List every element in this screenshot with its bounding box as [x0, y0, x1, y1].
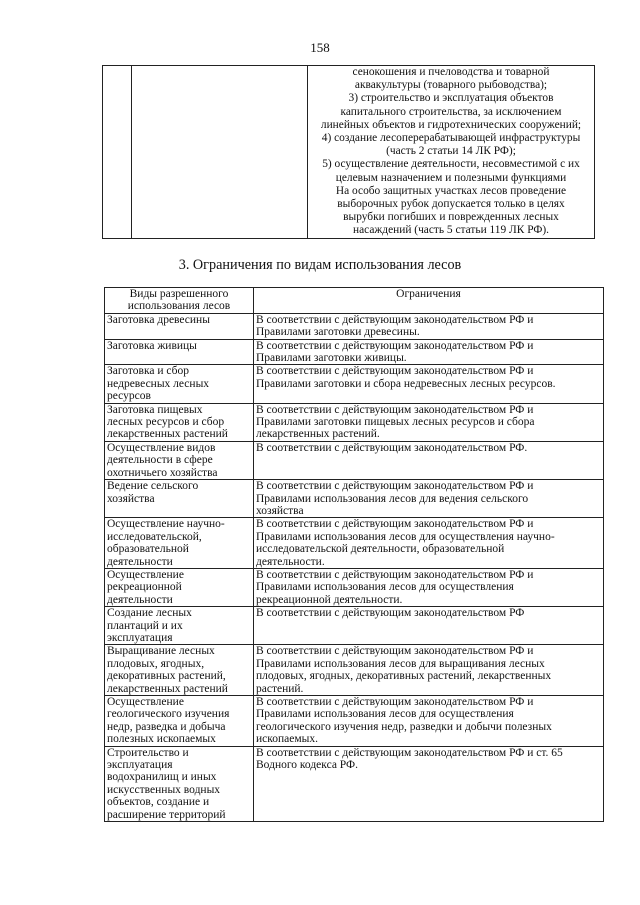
continued-text-cell: [308, 66, 595, 239]
use-type-line: Осуществление видов: [107, 441, 216, 454]
use-type-line: Заготовка пищевых: [107, 403, 203, 416]
table-row: [105, 339, 604, 365]
table-header-row: [105, 288, 604, 314]
page-number: 158: [310, 40, 330, 55]
use-type-line: плодовых, ягодных,: [107, 657, 205, 670]
text-line: 3) строительство и эксплуатация объектов: [348, 92, 554, 105]
restriction-line: лекарственных растений.: [256, 428, 380, 441]
use-type-line: рекреационной: [107, 581, 182, 594]
use-type-line: ресурсов: [107, 390, 151, 403]
table-row: [105, 365, 604, 403]
restriction-line: В соответствии с действующим законодательством РФ и: [256, 365, 534, 378]
restriction-line: растений.: [256, 682, 304, 695]
restriction-line: Правилами использования лесов для осуществления: [256, 581, 514, 594]
table-row: [103, 66, 595, 239]
text-line: линейных объектов и гидротехнических сооружений;: [320, 118, 582, 131]
use-type-cell: [105, 441, 254, 479]
use-type-line: Заготовка древесины: [107, 313, 210, 326]
table-cell-empty: [103, 66, 132, 239]
use-type-line: недревесных лесных: [107, 377, 210, 390]
use-type-cell: [105, 403, 254, 441]
use-type-cell: [105, 645, 254, 696]
restriction-line: ископаемых.: [256, 733, 319, 746]
text-line: аквакультуры (товарного рыбоводства);: [354, 79, 548, 92]
restriction-line: В соответствии с действующим законодательством РФ.: [256, 441, 528, 454]
use-type-line: водохранилищ и иных: [107, 771, 217, 784]
use-type-line: Осуществление: [107, 696, 184, 708]
restriction-line: Правилами заготовки пищевых лесных ресурсов и сбора: [256, 416, 535, 429]
continued-table: [102, 65, 595, 239]
use-type-line: геологического изучения: [107, 708, 230, 721]
restriction-cell: [254, 339, 604, 365]
use-type-line: образовательной: [107, 543, 189, 556]
restriction-cell: [254, 313, 604, 339]
use-type-cell: [105, 568, 254, 606]
use-type-line: Выращивание лесных: [107, 645, 215, 658]
use-type-line: объектов, создание и: [107, 796, 210, 809]
text-line: На особо защитных участках лесов проведение: [335, 184, 567, 197]
restriction-line: В соответствии с действующим законодательством РФ и: [256, 339, 534, 352]
use-type-line: Осуществление: [107, 568, 184, 581]
column-header-use-type: [105, 288, 254, 314]
use-type-line: лекарственных растений: [107, 682, 228, 695]
text-line: целевым назначением и полезными функциями: [335, 171, 567, 184]
table-row: [105, 607, 604, 645]
table-row: [105, 313, 604, 339]
use-type-line: Осуществление научно-: [107, 518, 225, 531]
table-row: [105, 696, 604, 747]
header-text-line: Ограничения: [396, 288, 461, 300]
restriction-line: Правилами использования лесов для осуществления научно-: [256, 530, 555, 543]
use-type-line: исследовательской,: [107, 530, 202, 543]
restriction-line: В соответствии с действующим законодательством РФ и ст. 65: [256, 746, 563, 759]
section-title: 3. Ограничения по видам использования лесов: [178, 257, 462, 273]
restriction-line: Правилами использования лесов для ведения сельского: [256, 492, 529, 505]
use-type-line: Строительство и: [107, 746, 189, 759]
restrictions-body: [105, 313, 604, 821]
restriction-cell: [254, 645, 604, 696]
use-type-line: охотничьего хозяйства: [107, 466, 218, 479]
restriction-line: Правилами заготовки живицы.: [256, 352, 407, 365]
table-row: [105, 645, 604, 696]
restriction-cell: [254, 518, 604, 569]
restriction-line: В соответствии с действующим законодательством РФ и: [256, 645, 534, 658]
table-row: [105, 746, 604, 821]
text-line: вырубки погибших и поврежденных лесных: [343, 211, 559, 224]
restriction-cell: [254, 365, 604, 403]
use-type-line: плантаций и их: [107, 619, 183, 632]
use-type-line: искусственных водных: [107, 783, 221, 796]
restriction-line: деятельности.: [256, 555, 325, 568]
text-line: (часть 2 статьи 14 ЛК РФ);: [386, 145, 516, 158]
header-text-line: Виды разрешенного: [129, 288, 229, 300]
use-type-line: недр, разведка и добыча: [107, 720, 226, 733]
table-row: [105, 480, 604, 518]
restriction-line: Правилами заготовки и сбора недревесных лесных ресурсов.: [256, 377, 556, 390]
restriction-cell: [254, 607, 604, 645]
restriction-line: геологического изучения недр, разведки и добычи полезных: [256, 720, 552, 733]
use-type-line: деятельности: [107, 593, 173, 606]
restrictions-table: [104, 287, 604, 822]
table-cell-empty: [132, 66, 308, 239]
use-type-cell: [105, 313, 254, 339]
header-text-line: использования лесов: [127, 300, 231, 313]
text-line: насаждений (часть 5 статьи 119 ЛК РФ).: [353, 224, 549, 237]
restriction-line: рекреационной деятельности.: [256, 593, 403, 606]
use-type-line: расширение территорий: [107, 808, 226, 821]
use-type-line: деятельности: [107, 555, 173, 568]
restriction-line: В соответствии с действующим законодательством РФ и: [256, 696, 534, 708]
column-header-restrictions: [254, 288, 604, 314]
use-type-line: лекарственных растений: [107, 428, 228, 441]
use-type-cell: [105, 365, 254, 403]
use-type-line: декоративных растений,: [107, 670, 226, 683]
use-type-cell: [105, 746, 254, 821]
text-line: 5) осуществление деятельности, несовместимой с их: [322, 158, 580, 171]
use-type-cell: [105, 480, 254, 518]
restriction-cell: [254, 568, 604, 606]
restriction-line: В соответствии с действующим законодательством РФ и: [256, 313, 534, 326]
use-type-cell: [105, 607, 254, 645]
use-type-line: эксплуатация: [107, 631, 173, 644]
text-line: сенокошения и пчеловодства и товарной: [352, 66, 550, 78]
use-type-line: Заготовка живицы: [107, 339, 197, 352]
restriction-cell: [254, 696, 604, 747]
restriction-line: В соответствии с действующим законодательством РФ: [256, 607, 525, 620]
use-type-line: полезных ископаемых: [107, 733, 216, 746]
restriction-line: хозяйства: [256, 504, 304, 517]
table-row: [105, 568, 604, 606]
text-line: 4) создание лесоперерабатывающей инфраструктуры: [321, 132, 581, 145]
use-type-line: Заготовка и сбор: [107, 365, 189, 378]
table-row: [105, 441, 604, 479]
use-type-line: Создание лесных: [107, 607, 192, 620]
restriction-line: Водного кодекса РФ.: [256, 759, 358, 772]
restriction-line: В соответствии с действующим законодательством РФ и: [256, 480, 534, 493]
restriction-line: Правилами заготовки древесины.: [256, 326, 420, 339]
use-type-line: лесных ресурсов и сбор: [107, 416, 225, 429]
use-type-cell: [105, 696, 254, 747]
restriction-cell: [254, 746, 604, 821]
use-type-line: деятельности в сфере: [107, 454, 213, 467]
restriction-line: Правилами использования лесов для осуществления: [256, 708, 514, 721]
use-type-line: эксплуатация: [107, 759, 173, 772]
restriction-line: В соответствии с действующим законодательством РФ и: [256, 403, 534, 416]
use-type-line: хозяйства: [107, 492, 155, 505]
restriction-line: В соответствии с действующим законодательством РФ и: [256, 568, 534, 581]
restriction-line: В соответствии с действующим законодательством РФ и: [256, 518, 534, 531]
restriction-line: Правилами использования лесов для выращивания лесных: [256, 657, 545, 670]
use-type-cell: [105, 339, 254, 365]
use-type-line: Ведение сельского: [107, 480, 199, 493]
restriction-line: плодовых, ягодных, декоративных растений, лекарственных: [256, 670, 552, 683]
text-line: выборочных рубок допускается только в целях: [337, 198, 565, 211]
table-row: [105, 518, 604, 569]
table-row: [105, 403, 604, 441]
text-line: капитального строительства, за исключением: [340, 105, 562, 118]
restriction-cell: [254, 441, 604, 479]
restriction-cell: [254, 403, 604, 441]
restriction-cell: [254, 480, 604, 518]
restriction-line: исследовательской деятельности, образовательной: [256, 543, 505, 556]
use-type-cell: [105, 518, 254, 569]
